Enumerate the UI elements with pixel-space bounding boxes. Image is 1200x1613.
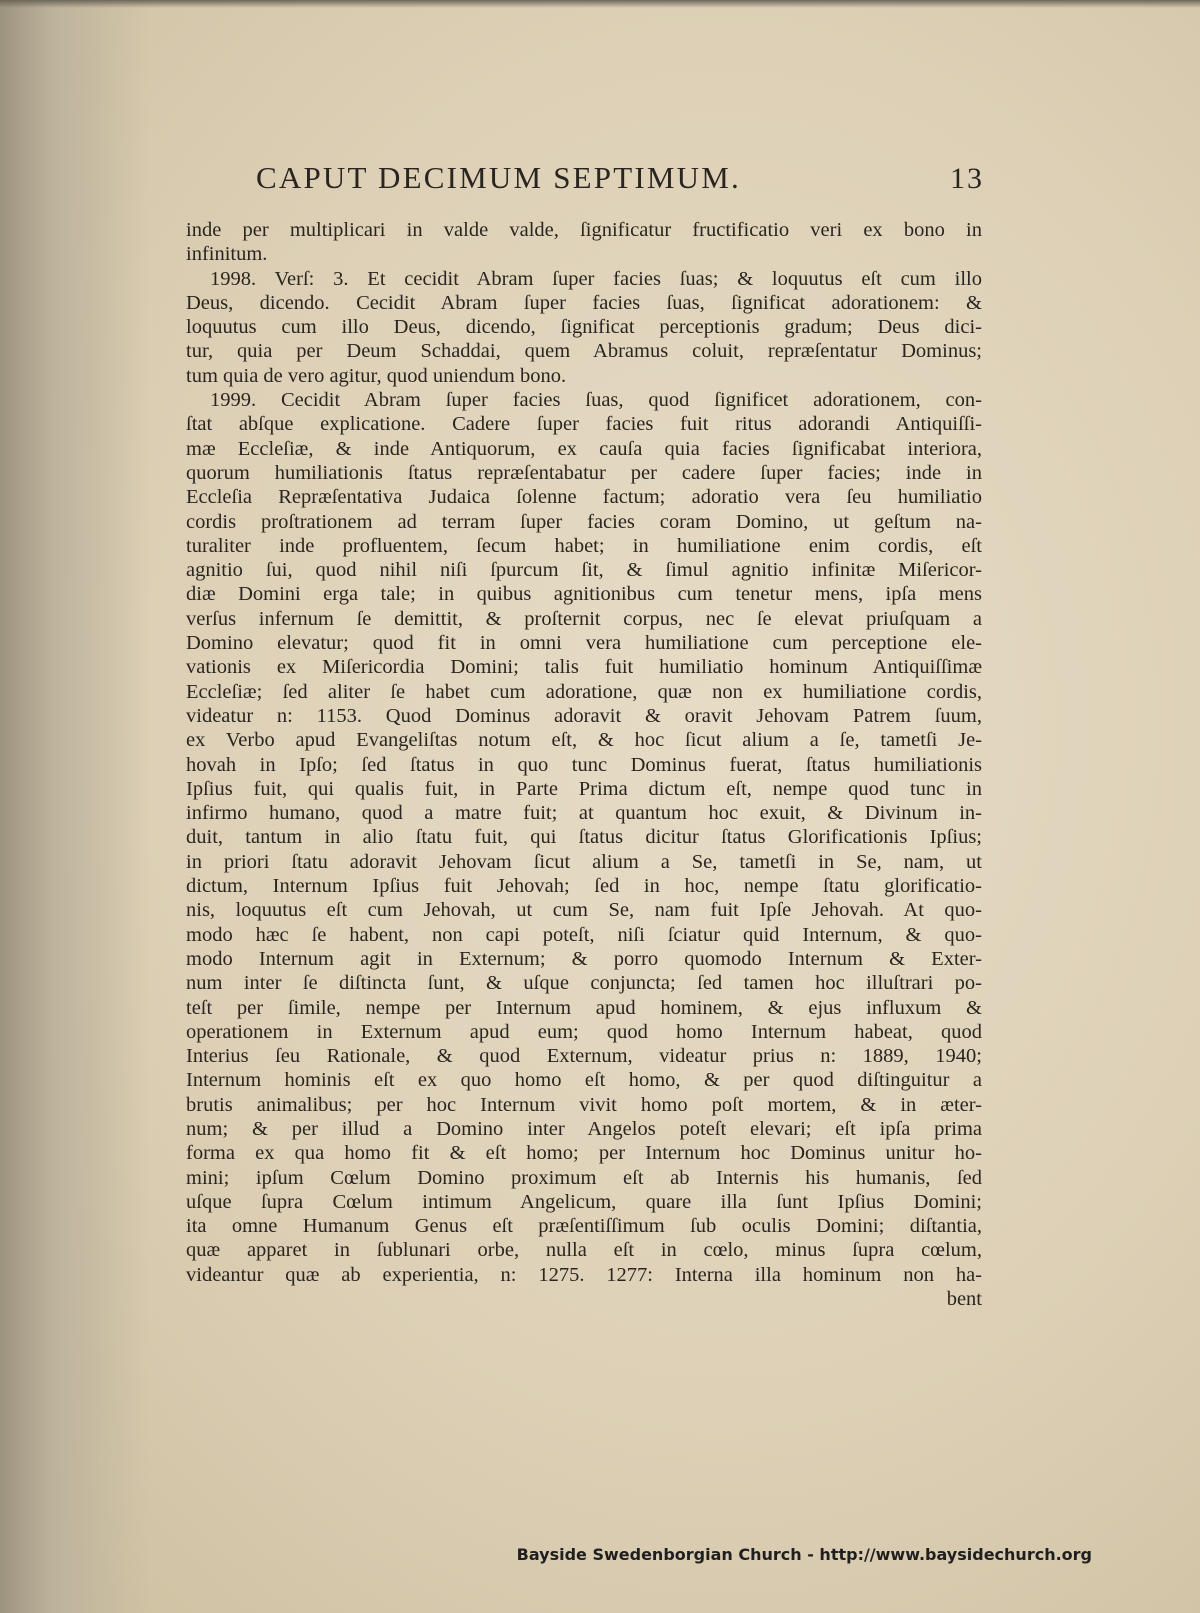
page-gutter-shadow: [0, 0, 150, 1613]
paragraph-1999-start: 1999. Cecidit Abram ſuper facies ſuas, quod ſignificet adorationem, con-: [210, 389, 982, 412]
text-line: ita omne Humanum Genus eſt præſentiſſimum ſub oculis Domini; diſtantia,: [186, 1215, 982, 1238]
text-line: ex Verbo apud Evangeliſtas notum eſt, & hoc ſicut alium a ſe, tametſi Je-: [186, 729, 982, 752]
text-line: modo Internum agit in Externum; & porro quomodo Internum & Exter-: [186, 947, 982, 970]
text-line: turaliter inde profluentem, ſecum habet; in humiliatione enim cordis, eſt: [186, 534, 982, 557]
text-line: dictum, Internum Ipſius fuit Jehovah; ſed in hoc, nempe ſtatu glorificatio-: [186, 875, 982, 898]
text-line: in priori ſtatu adoravit Jehovam ſicut alium a Se, tametſi in Se, nam, ut: [186, 850, 982, 873]
text-line: inde per multiplicari in valde valde, ſignificatur fructificatio veri ex bono in: [186, 219, 982, 241]
text-line: Ipſius fuit, qui qualis fuit, in Parte Prima dictum eſt, nempe quod tunc in: [186, 777, 982, 800]
body-text: [186, 218, 982, 1311]
text-line: num; & per illud a Domino inter Angelos poteſt elevari; eſt ipſa prima: [186, 1117, 982, 1140]
text-line: duit, tantum in alio ſtatu fuit, qui ſtatus dicitur ſtatus Glorificationis Ipſius;: [186, 826, 982, 849]
text-line: ſtat abſque explicatione. Cadere ſuper facies fuit ritus adorandi Antiquiſſi-: [186, 413, 982, 436]
text-line: loquutus cum illo Deus, dicendo, ſignificat perceptionis gradum; Deus dici-: [186, 316, 982, 339]
text-line: tur, quia per Deum Schaddai, quem Abramus coluit, repræſentatur Dominus;: [186, 340, 982, 363]
text-line: videatur n: 1153. Quod Dominus adoravit & oravit Jehovam Patrem ſuum,: [186, 704, 982, 727]
text-line: tum quia de vero agitur, quod uniendum bono.: [186, 364, 567, 387]
page-number: 13: [950, 162, 984, 195]
text-line: cordis proſtrationem ad terram ſuper facies coram Domino, ut geſtum na-: [186, 510, 982, 533]
text-line: mæ Eccleſiæ, & inde Antiquorum, ex cauſa quia facies ſignificabat interiora,: [186, 437, 982, 460]
text-line: brutis animalibus; per hoc Internum vivit homo poſt mortem, & in æter-: [186, 1093, 982, 1116]
page-header: [184, 160, 984, 206]
text-line: hovah in Ipſo; ſed ſtatus in quo tunc Dominus fuerat, ſtatus humiliationis: [186, 753, 982, 776]
page-top-edge: [0, 0, 1200, 8]
text-line: vationis ex Miſericordia Domini; talis fuit humiliatio hominum Antiquiſſimæ: [186, 656, 982, 679]
text-line: Eccleſiæ; ſed aliter ſe habet cum adoratione, quæ non ex humiliatione cordis,: [186, 680, 982, 703]
text-line: nis, loquutus eſt cum Jehovah, ut cum Se, nam fuit Ipſe Jehovah. At quo-: [186, 899, 982, 922]
text-line: quæ apparet in ſublunari orbe, nulla eſt in cœlo, minus ſupra cœlum,: [186, 1239, 982, 1262]
text-line: uſque ſupra Cœlum intimum Angelicum, quare illa ſunt Ipſius Domini;: [186, 1190, 982, 1213]
text-line: mini; ipſum Cœlum Domino proximum eſt ab Internis his humanis, ſed: [186, 1166, 982, 1189]
paragraph-1998-start: 1998. Verſ: 3. Et cecidit Abram ſuper facies ſuas; & loquutus eſt cum illo: [210, 267, 982, 290]
text-line: forma ex qua homo fit & eſt homo; per Internum hoc Dominus unitur ho-: [186, 1142, 982, 1165]
text-line: agnitio ſui, quod nihil niſi ſpurcum ſit, & ſimul agnitio infinitæ Miſericor-: [186, 559, 982, 582]
text-line: Deus, dicendo. Cecidit Abram ſuper facies ſuas, ſignificat adorationem: &: [186, 291, 982, 314]
text-line: infirmo humano, quod a matre fuit; at quantum hoc exuit, & Divinum in-: [186, 802, 982, 825]
text-line: Eccleſia Repræſentativa Judaica ſolenne factum; adoratio vera ſeu humiliatio: [186, 486, 982, 509]
text-line: num inter ſe diſtincta ſunt, & uſque conjuncta; ſed tamen hoc illuſtrari po-: [186, 972, 982, 995]
text-line: quorum humiliationis ſtatus repræſentabatur per cadere ſuper facies; inde in: [186, 461, 982, 484]
text-line: Internum hominis eſt ex quo homo eſt homo, & per quod diſtinguitur a: [186, 1069, 982, 1092]
text-line: diæ Domini erga tale; in quibus agnitionibus cum tenetur mens, ipſa mens: [186, 583, 982, 606]
text-line: verſus infernum ſe demittit, & proſternit corpus, nec ſe elevat priuſquam a: [186, 607, 982, 630]
text-line: videantur quæ ab experientia, n: 1275. 1277: Interna illa hominum non ha-: [186, 1263, 982, 1286]
text-line: infinitum.: [186, 243, 268, 266]
text-line: operationem in Externum apud eum; quod homo Internum habeat, quod: [186, 1020, 982, 1043]
text-line: modo hæc ſe habent, non capi poteſt, niſi ſciatur quid Internum, & quo-: [186, 923, 982, 946]
text-line: Interius ſeu Rationale, & quod Externum, videatur prius n: 1889, 1940;: [186, 1045, 982, 1068]
text-line: Domino elevatur; quod fit in omni vera humiliatione cum perceptione ele-: [186, 632, 982, 655]
text-line: teſt per ſimile, nempe per Internum apud hominem, & ejus influxum &: [186, 996, 982, 1019]
catchword: bent: [946, 1288, 982, 1311]
running-head: CAPUT DECIMUM SEPTIMUM.: [256, 160, 741, 195]
footer-credit: Bayside Swedenborgian Church - http://www.baysidechurch.org: [516, 1545, 1092, 1564]
